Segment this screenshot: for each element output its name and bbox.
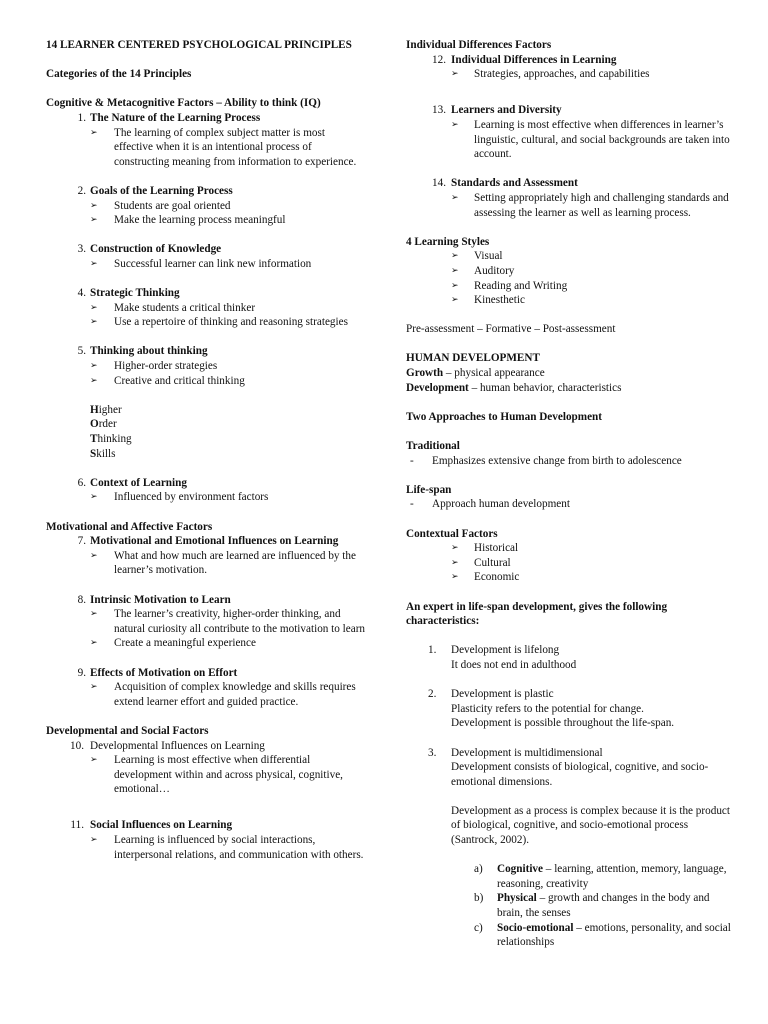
characteristic-1: 1. Development is lifelong It does not end in adulthood [428,644,577,671]
list-item: ➢ Kinesthetic [451,294,525,307]
process-paragraph: Development as a process is complex because it is the product of biological, cognitive, and socio-emotional process (Santrock, 2002). [451,804,730,847]
arrow-bullet-icon: ➢ [90,215,98,226]
arrow-bullet-icon: ➢ [451,295,459,306]
right-column [406,38,736,950]
list-item: ➢ The learning of complex subject matter is most effective when it is an intentional process of constructing meaning from information to experience. [90,126,357,168]
list-item: ➢ What and how much are learned are influenced by the learner’s motivation. [90,549,356,577]
arrow-bullet-icon: ➢ [451,265,459,276]
characteristic-3: 3. Development is multidimensional Development consists of biological, cognitive, and socio-emotional dimensions. [428,746,709,788]
list-item: ➢ Reading and Writing [451,279,568,292]
principle-2: 2. Goals of the Learning Process [77,184,233,197]
dimension-socio-emotional: c) Socio-emotional – emotions, personality, and social relationships [474,921,731,949]
principle-13: 13. Learners and Diversity [432,104,562,117]
left-column [46,38,366,862]
contextual-heading: Contextual Factors [406,527,498,540]
list-item: ➢ Learning is most effective when differences in learner’s linguistic, cultural, and social backgrounds are taken into account. [451,118,730,161]
list-item: ➢ Successful learner can link new information [90,257,312,270]
list-item: ➢ The learner’s creativity, higher-order thinking, and natural curiosity all contribute to the motivation to learn [90,608,366,635]
principle-3: 3. Construction of Knowledge [77,243,222,256]
expert-heading: An expert in life-span development, gives the following characteristics: [406,600,668,628]
individual-heading: Individual Differences Factors [406,39,552,51]
list-item: ➢ Use a repertoire of thinking and reasoning strategies [90,316,348,329]
list-item: - Approach human development [410,498,570,511]
list-item: ➢ Economic [451,571,520,584]
principle-4: 4. Strategic Thinking [77,287,180,300]
characteristic-2: 2. Development is plastic Plasticity refers to the potential for change. Development is possible throughout the life-span. [428,688,675,730]
list-item: ➢ Learning is influenced by social interactions, interpersonal relations, and communication with others. [90,834,364,861]
list-item: ➢ Influenced by environment factors [90,491,269,504]
human-development-heading: HUMAN DEVELOPMENT [406,352,540,365]
arrow-bullet-icon: ➢ [90,317,98,328]
list-item: ➢ Strategies, approaches, and capabilities [451,68,650,81]
principle-10: 10. Developmental Influences on Learning [70,739,265,752]
arrow-bullet-icon: ➢ [451,119,459,130]
arrow-bullet-icon: ➢ [90,361,98,372]
document-title: 14 LEARNER CENTERED PSYCHOLOGICAL PRINCIPLES [46,39,352,51]
principle-6: 6. Context of Learning [77,476,187,489]
list-item: ➢ Make students a critical thinker [90,301,256,314]
arrow-bullet-icon: ➢ [90,127,98,138]
arrow-bullet-icon: ➢ [90,755,98,766]
principle-12: 12. Individual Differences in Learning [432,53,617,66]
arrow-bullet-icon: ➢ [451,69,459,80]
growth-definition: Growth – physical appearance [406,367,545,380]
principle-number: 1. [77,111,86,124]
traditional-heading: Traditional [406,440,460,453]
arrow-bullet-icon: ➢ [90,682,98,693]
arrow-bullet-icon: ➢ [90,492,98,503]
list-item: ➢ Make the learning process meaningful [90,214,286,227]
assessment-line: Pre-assessment – Formative – Post-assessment [406,323,616,336]
lifespan-heading: Life-span [406,483,452,496]
list-item: - Emphasizes extensive change from birth to adolescence [410,454,682,467]
principle-14: 14. Standards and Assessment [432,177,578,190]
arrow-bullet-icon: ➢ [90,638,98,649]
list-item: ➢ Higher-order strategies [90,360,218,373]
list-item: ➢ Creative and critical thinking [90,374,245,387]
approaches-heading: Two Approaches to Human Development [406,410,602,423]
arrow-bullet-icon: ➢ [451,251,459,262]
principle-7: 7. Motivational and Emotional Influences on Learning [77,535,339,548]
list-item: ➢ Create a meaningful experience [90,637,256,650]
learning-styles-heading: 4 Learning Styles [406,235,490,248]
arrow-bullet-icon: ➢ [90,200,98,211]
arrow-bullet-icon: ➢ [451,192,459,203]
list-item: ➢ Visual [451,250,503,263]
arrow-bullet-icon: ➢ [90,609,98,620]
principle-5: 5. Thinking about thinking [77,345,208,358]
arrow-bullet-icon: ➢ [451,543,459,554]
principle-title: The Nature of the Learning Process [90,111,261,124]
categories-heading: Categories of the 14 Principles [46,68,192,81]
list-item: ➢ Setting appropriately high and challenging standards and assessing the learner as well as learning process. [451,191,729,219]
list-item: ➢ Acquisition of complex knowledge and skills requires extend learner effort and guided practice. [90,681,356,708]
development-definition: Development – human behavior, characteristics [406,381,622,394]
arrow-bullet-icon: ➢ [90,550,98,561]
arrow-bullet-icon: ➢ [451,572,459,583]
list-item: ➢ Cultural [451,556,511,569]
list-item: ➢ Auditory [451,264,515,277]
list-item: ➢ Learning is most effective when differential development within and across physical, cognitive, emotional… [90,754,343,796]
arrow-bullet-icon: ➢ [90,375,98,386]
arrow-bullet-icon: ➢ [90,302,98,313]
list-item: ➢ Historical [451,542,519,555]
arrow-bullet-icon: ➢ [90,258,98,269]
arrow-bullet-icon: ➢ [451,280,459,291]
arrow-bullet-icon: ➢ [451,557,459,568]
dimension-physical: b) Physical – growth and changes in the body and brain, the senses [474,892,710,920]
arrow-bullet-icon: ➢ [90,835,98,846]
principle-8: 8. Intrinsic Motivation to Learn [77,593,231,606]
cognitive-heading: Cognitive & Metacognitive Factors – Ability to think (IQ) [46,97,321,110]
list-item: ➢ Students are goal oriented [90,199,231,212]
motivational-heading: Motivational and Affective Factors [46,520,213,533]
principle-9: 9. Effects of Motivation on Effort [77,666,238,679]
principle-11: 11. Social Influences on Learning [70,819,233,832]
hots-acronym: Higher Order Thinking Skills [90,403,132,460]
developmental-heading: Developmental and Social Factors [46,724,209,737]
principle-1 [46,111,366,126]
dimension-cognitive: a) Cognitive – learning, attention, memory, language, reasoning, creativity [474,863,727,890]
